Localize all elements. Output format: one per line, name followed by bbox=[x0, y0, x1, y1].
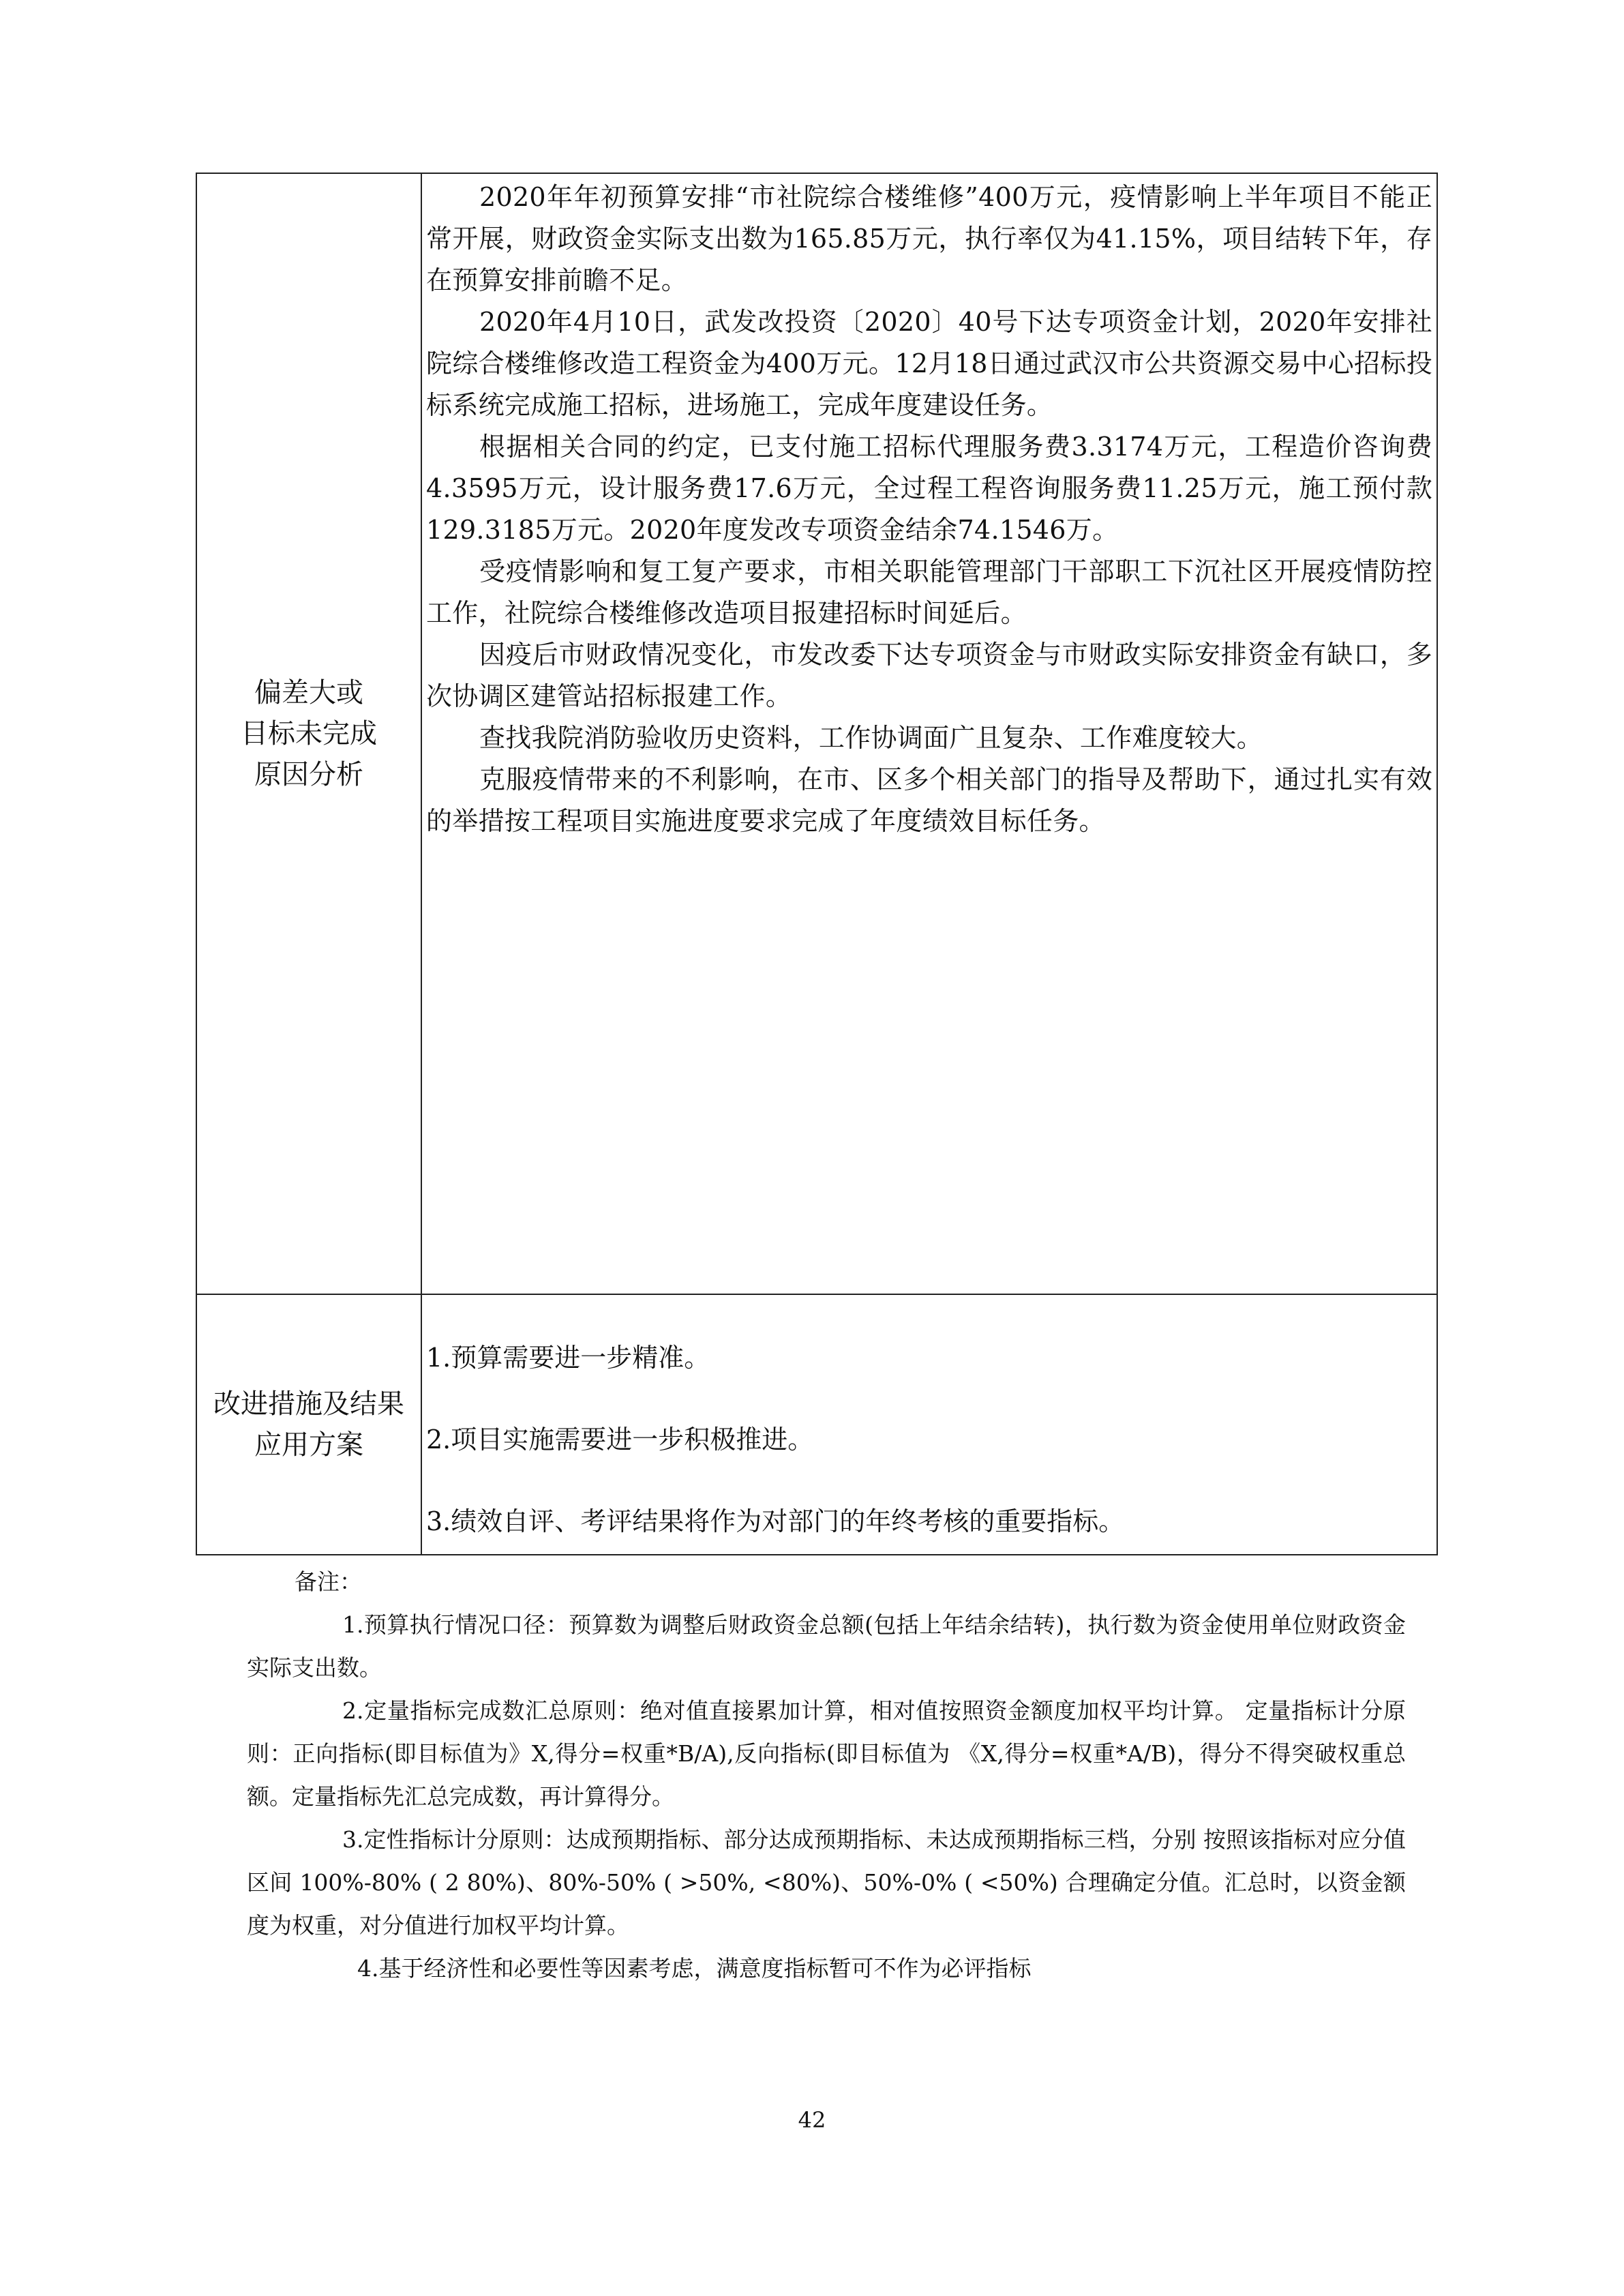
improvement-item: 2.项目实施需要进一步积极推进。 bbox=[426, 1425, 814, 1455]
deviation-row bbox=[197, 174, 1437, 1295]
deviation-paragraph: 查找我院消防验收历史资料，工作协调面广且复杂、工作难度较大。 bbox=[479, 723, 1263, 753]
deviation-label-line-2: 目标未完成 bbox=[241, 718, 377, 749]
deviation-paragraph: 根据相关合同的约定，已支付施工招标代理服务费3.3174万元，工程造价咨询费4.3595万元，设计服务费17.6万元，全过程工程咨询服务费11.25万元，施工预付款129.3185万元。2020年度发改专项资金结余74.1546万。 bbox=[426, 432, 1432, 545]
deviation-paragraph: 因疫后市财政情况变化，市发改委下达专项资金与市财政实际安排资金有缺口，多次协调区建管站招标报建工作。 bbox=[426, 640, 1432, 711]
notes-title: 备注： bbox=[295, 1568, 362, 1595]
improvement-item: 3.绩效自评、考评结果将作为对部门的年终考核的重要指标。 bbox=[426, 1506, 1125, 1536]
notes-section bbox=[247, 1560, 1406, 1990]
note-item: 2.定量指标完成数汇总原则：绝对值直接累加计算，相对值按照资金额度加权平均计算。 定量指标计分原则：正向指标(即目标值为》X,得分=权重*B/A),反向指标(即目标值为 《X,得分=权重*A/B)，得分不得突破权重总额。定量指标先汇总完成数，再计算得分。 bbox=[247, 1697, 1406, 1810]
deviation-label-cell bbox=[197, 174, 422, 1294]
evaluation-table bbox=[196, 173, 1438, 1555]
improvement-row bbox=[197, 1295, 1437, 1554]
page-number: 42 bbox=[798, 2107, 826, 2133]
deviation-paragraph: 2020年4月10日，武发改投资〔2020〕40号下达专项资金计划，2020年安排社院综合楼维修改造工程资金为400万元。12月18日通过武汉市公共资源交易中心招标投标系统完成施工招标，进场施工，完成年度建设任务。 bbox=[426, 307, 1432, 420]
improvement-label-line-2: 应用方案 bbox=[254, 1429, 363, 1461]
deviation-label-line-3: 原因分析 bbox=[254, 759, 363, 790]
improvement-item: 1.预算需要进一步精准。 bbox=[426, 1343, 710, 1373]
deviation-content-cell bbox=[422, 174, 1437, 1294]
deviation-label-line-1: 偏差大或 bbox=[254, 677, 363, 709]
deviation-paragraph: 2020年年初预算安排“市社院综合楼维修”400万元，疫情影响上半年项目不能正常开展，财政资金实际支出数为165.85万元，执行率仅为41.15%，项目结转下年，存在预算安排前瞻不足。 bbox=[426, 182, 1432, 295]
improvement-label-cell bbox=[197, 1295, 422, 1554]
note-item: 4.基于经济性和必要性等因素考虑，满意度指标暂可不作为必评指标 bbox=[357, 1955, 1032, 1982]
deviation-paragraph: 受疫情影响和复工复产要求，市相关职能管理部门干部职工下沉社区开展疫情防控工作，社院综合楼维修改造项目报建招标时间延后。 bbox=[426, 556, 1432, 628]
note-item: 1.预算执行情况口径：预算数为调整后财政资金总额(包括上年结余结转)，执行数为资金使用单位财政资金实际支出数。 bbox=[247, 1611, 1406, 1681]
deviation-paragraph: 克服疫情带来的不利影响，在市、区多个相关部门的指导及帮助下，通过扎实有效的举措按工程项目实施进度要求完成了年度绩效目标任务。 bbox=[426, 764, 1432, 836]
improvement-label-line-1: 改进措施及结果 bbox=[213, 1388, 404, 1420]
improvement-content-cell bbox=[422, 1295, 1437, 1554]
note-item: 3.定性指标计分原则：达成预期指标、部分达成预期指标、未达成预期指标三档，分别 按照该指标对应分值区间 100%-80% ( 2 80%)、80%-50% ( >50%, <80%)、50%-0% ( <50%) 合理确定分值。汇总时，以资金额度为权重，对分值进行加权平均计算。 bbox=[247, 1826, 1406, 1939]
